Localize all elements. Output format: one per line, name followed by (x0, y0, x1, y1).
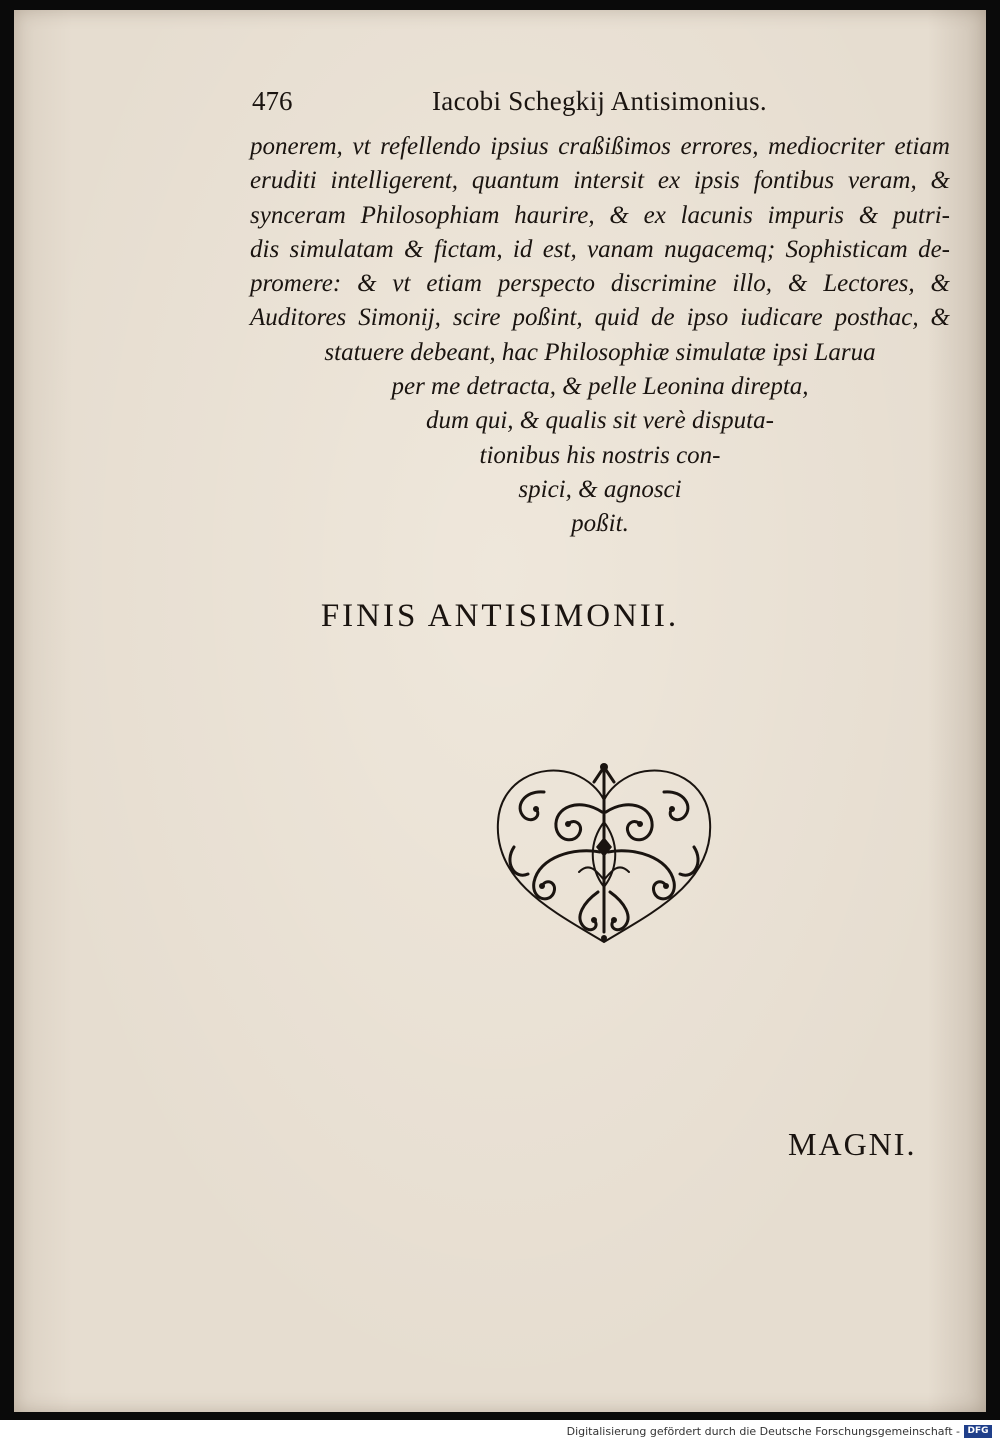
floral-ornament-icon (484, 752, 724, 952)
text-line: promere: & vt etiam perspecto discrimine illo, & Lectores, & (250, 270, 950, 298)
text-line: poßit. (571, 510, 629, 538)
text-line: ponerem, vt refellendo ipsius craßißimos errores, mediocriter etiam (250, 133, 950, 160)
dfg-logo: DFG (964, 1425, 992, 1438)
text-line: statuere debeant, hac Philosophiæ simulatæ ipsi Larua (324, 338, 876, 366)
text-line: dum qui, & qualis sit verè disputa- (426, 407, 774, 435)
page-number: 476 (252, 86, 293, 116)
body-text (250, 130, 950, 542)
catchword: MAGNI. (788, 1126, 917, 1162)
text-line: per me detracta, & pelle Leonina direpta, (391, 373, 809, 401)
footer-bar (0, 1420, 1000, 1445)
running-title: Iacobi Schegkij Antisimonius. (432, 86, 767, 116)
text-line: synceram Philosophiam haurire, & ex lacunis impuris & putri- (250, 201, 950, 229)
text-line: eruditi intelligerent, quantum intersit ex ipsis fontibus veram, & (250, 167, 950, 195)
text-line: dis simulatam & fictam, id est, vanam nugacemq; Sophisticam de- (250, 235, 950, 263)
text-line: spici, & agnosci (518, 475, 682, 503)
text-line: Auditores Simonij, scire poßint, quid de ipso iudicare posthac, & (250, 304, 950, 332)
text-line: tionibus his nostris con- (479, 441, 721, 469)
finis-heading: FINIS ANTISIMONII. (320, 598, 680, 634)
running-head (252, 86, 952, 122)
footer-credit: Digitalisierung gefördert durch die Deutsche Forschungsgemeinschaft - (566, 1425, 960, 1438)
